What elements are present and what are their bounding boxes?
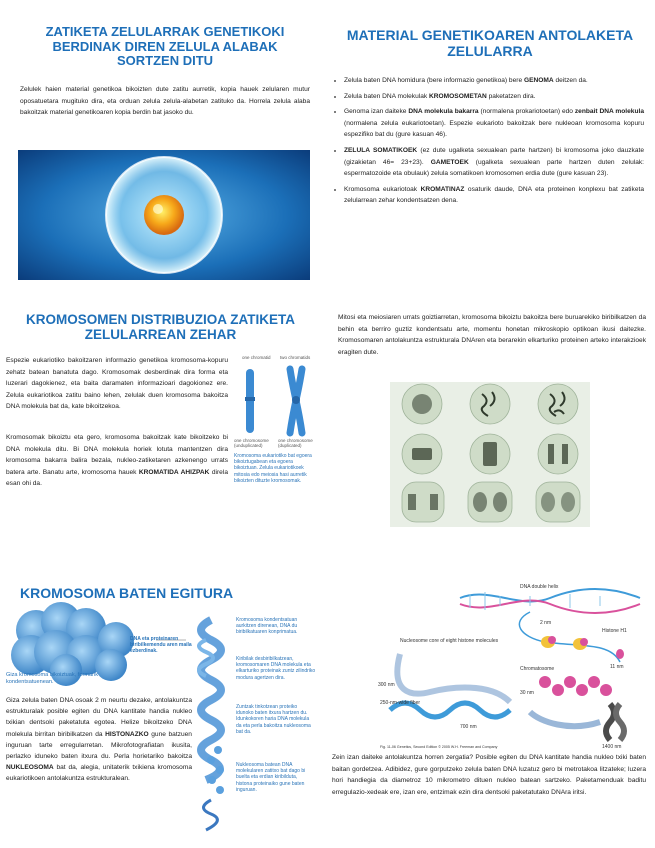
label-2nm: 2 nm (540, 620, 552, 626)
label-300nm: 300 nm (378, 682, 395, 688)
label-30nm: 30 nm (520, 690, 534, 696)
label-700nm: 700 nm (460, 724, 477, 730)
bullet-somatic-cells: • ZELULA SOMATIKOEK (ez dute ugalketa sexualean parte hartzen) bi kromosoma joko dauzkate (gizakietan 46= 23+23). GAMETOEK (ugalketa sexualean parte hartzen duten zelulak: espermatozoide eta obulauk) zelula somatikoen kromosomen erdia dute (gure kasuan 23). (344, 145, 644, 180)
caption-dna-protein-levels: DNA eta proteinaren biribilkemendu aren maila ezberdinak. (130, 636, 192, 655)
caption-nucleosome: Nukleosoma batean DNA molekularen zatitxo bat dago bi buelta eta erdian kiribilduta, histona proteinaiko gune baten inguruan. (236, 762, 306, 793)
label-11nm: 11 nm (610, 664, 624, 670)
chromosome-figure (232, 355, 322, 445)
label-nucleosome-core-1: Nucleosome core of eight histone molecules (400, 638, 499, 644)
label-250nm-fiber: 250-nm-wide fiber (380, 700, 421, 706)
section-title-chromosome-distribution: KROMOSOMEN DISTRIBUZIOA ZATIKETA ZELULARREAN ZEHAR (26, 312, 295, 343)
cell-image (18, 150, 310, 280)
bullet-genome: • Zelula baten DNA homidura (bere informazio genetikoa) bere GENOMA deitzen da. (344, 75, 644, 87)
paragraph-cell-division: Zelulek haien material genetikoa bikoizten dute zatitu aurretik, kopia hauek zelularen mutur oposatuetara mugituko dira, eta orduan zelula zelula-alabetan zatituko da. Horrela zelula alaba bakoitzak material genetikoaren kopia berdin bat jasoko du. (20, 86, 310, 117)
mitosis-micrographs (390, 382, 590, 527)
label-two-chromatids: two chromatids (280, 355, 311, 360)
bullet-chromatin: • Kromosoma eukariotoak KROMATINAZ osaturik daude, DNA eta proteinen konplexu bat zatiketa zelularrean zehar kondentsatzen dena. (344, 184, 644, 207)
paragraph-mitosis: Mitosi eta meiosiaren urrats goiztiarretan, kromosoma bikoiztu bakoitza bere buruarekiko biribilkatzen da behin eta berriro guztiz kondentsatu arte, momentu honetan mikroskopio optikoan ikusi daitezke. Kromosomaren antolakuntza estrukturala DNAren eta berarekin elkarturiko proteinen arteko interakzioek eragiten dute. (338, 314, 646, 356)
paragraph-sister-chromatids: Kromosomak bikoiztu eta gero, kromosoma bakoitzak kate bikoitzeko bi DNA molekula ditu. Bi DNA molekula horiek lotuta mantentzen dira kromosoma bakarra balira bezala, nukleo-zatiketaren azkenengo urrats batera arte. Banatu arte, kromosoma hauek KROMATIDA AHIZPAK direla esan ohi da. (6, 434, 228, 488)
bullet-dna-molecules: • Genoma izan daiteke DNA molekula bakarra (normalena prokariotoetan) edo zenbait DNA molekula (normalena zelula eukariotoetan). Espezie eukarioto bakoitzak bere nukleoan kromosoma kopuru espezifiko bat du (gure kasuan 46). (344, 106, 644, 141)
label-duplicated: one chromosome (duplicated) (278, 438, 313, 448)
label-dna-double-helix: DNA double helix (520, 584, 559, 590)
label-unduplicated: one chromosome (unduplicated) (234, 438, 269, 448)
caption-human-chromosomes: Giza kromosoma bikoiztuak, formarik kondentsatuenean. (6, 672, 99, 685)
dna-packaging-diagram (370, 582, 645, 750)
caption-condensed: Kromosoma kondentsatuan aurkitzen direnean, DNA du biribilkatuaren konprimatua. (236, 617, 298, 636)
label-figure-source: Fig. 11-06 Genetics, Second Edition © 2005 W.H. Freeman and Company (380, 745, 498, 749)
bullet-list-genetic (332, 75, 644, 211)
caption-chromosome-figure: Kromosoma eukariotiko bat egoera bikoiztugabean eta egoera bikoiztuan. Zelula eukariotikoek mitosia edo meiosia hasi aurretik bikoizten dituzte kromosomak. (234, 453, 312, 484)
paragraph-chromosome-number: Espezie eukariotiko bakoitzaren informazio genetikoa kromosoma-kopuru zehatz batean banatuta dago. Kromosomak desberdinak dira forma eta luzerari dagokienez, eta baita daramaten informazioari dagokionez ere. Zelula eukariotikoa zatitu baino lehen, zelulak duen kromosoma bakoitza DNA molekula bat da, kate bikoitzekoa. (6, 357, 228, 411)
label-1400nm: 1400 nm (602, 744, 622, 750)
section-title-chromosome-structure: KROMOSOMA BATEN EGITURA (20, 585, 234, 601)
bullet-chromosomes: • Zelula baten DNA molekulak KROMOSOMETAN paketatzen dira. (344, 91, 644, 103)
caption-fiber: Zuntzak tinkotzean proteiko idunoko baten itxura hartzen du. Idunkokoren haria DNA molekula da eta perla bakoitza nukleosoma bat da. (236, 704, 311, 735)
paragraph-packaging-reason: Zein izan daiteke antolakuntza horren zergatia? Posible egiten du DNA kantitate handia nukleo txiki baten baitan gordetzea. Adibidez, gure gorputzeko zelula baten DNA luzatuz gero bi metrotakoa litzateke; luzera hori handiegia da diametroz 10 mikrometro dituen nukleo batean sartzeko. Paketamenduak baditu erregulazio-xedeak ere, izan ere, entzimak ezin dira dentsoki paketatutako DNAra iritsi. (332, 754, 646, 796)
label-histone-h1: Histone H1 (602, 628, 627, 634)
section-title-genetic-organization: MATERIAL GENETIKOAREN ANTOLAKETA ZELULARRA (346, 27, 634, 59)
section-title-cell-division: ZATIKETA ZELULARRAK GENETIKOKI BERDINAK DIREN ZELULA ALABAK SORTZEN DITU (45, 24, 285, 69)
label-chromatosome: Chromatosome (520, 666, 555, 672)
label-one-chromatid: one chromatid (242, 355, 271, 360)
paragraph-nucleosome: Giza zelula baten DNA osoak 2 m neurtu dezake, antolakuntza estrukturalak posible egiten du DNA kantitate handia nukleo txikian dentsoki paketatuta egotea. Helize bikoitzeko DNA molekula birritan biribilkatzen da HISTONAZKO gune batzuen inguruan tarte erregularretan. Mikrofotografiatan ikusita, perlazko iduneko baten itxura du. Perla horietariko bakoitza NUKLEOSOMA bat da, alegia, unitaterik txikiena kromosoma eukariotikoen antolakuntza estrukturalean. (6, 697, 192, 783)
caption-unwinding: Kiribilak desbiribilkatzean, kromosomaren DNA molekula eta elkarturiko proteinak zuntz zilindriko modura agertzen dira. (236, 656, 316, 681)
